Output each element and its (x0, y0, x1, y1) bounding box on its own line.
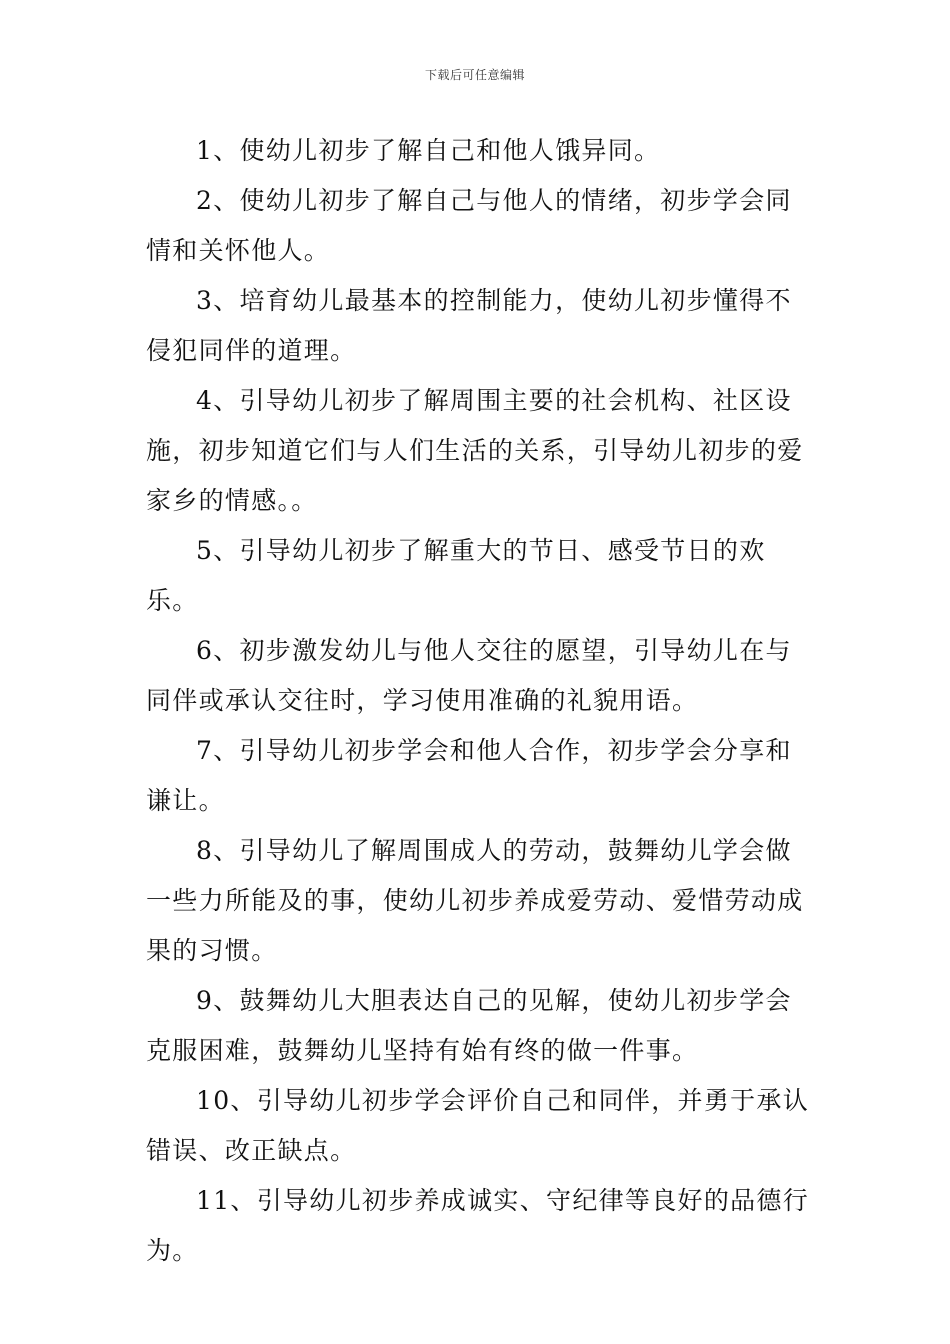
list-item: 9、鼓舞幼儿大胆表达自己的见解，使幼儿初步学会克服困难，鼓舞幼儿坚持有始有终的做一件事。 (146, 986, 792, 1065)
document-body (146, 126, 810, 1276)
list-item: 6、初步激发幼儿与他人交往的愿望，引导幼儿在与同伴或承认交往时，学习使用准确的礼貌用语。 (146, 636, 792, 715)
list-item: 7、引导幼儿初步学会和他人合作，初步学会分享和谦让。 (146, 736, 792, 815)
list-item: 3、培育幼儿最基本的控制能力，使幼儿初步懂得不侵犯同伴的道理。 (146, 286, 792, 365)
list-item: 1、使幼儿初步了解自己和他人饿异同。 (196, 136, 661, 165)
list-item: 8、引导幼儿了解周围成人的劳动，鼓舞幼儿学会做一些力所能及的事，使幼儿初步养成爱劳动、爱惜劳动成果的习惯。 (146, 836, 804, 965)
list-item: 2、使幼儿初步了解自己与他人的情绪，初步学会同情和关怀他人。 (146, 186, 792, 265)
list-item: 5、引导幼儿初步了解重大的节日、感受节日的欢乐。 (146, 536, 766, 615)
list-item: 10、引导幼儿初步学会评价自己和同伴，并勇于承认错误、改正缺点。 (146, 1086, 810, 1165)
list-item: 11、引导幼儿初步养成诚实、守纪律等良好的品德行为。 (146, 1186, 810, 1265)
header-note: 下载后可任意编辑 (424, 68, 525, 82)
list-item: 4、引导幼儿初步了解周围主要的社会机构、社区设施，初步知道它们与人们生活的关系，引导幼儿初步的爱家乡的情感。。 (146, 386, 804, 515)
